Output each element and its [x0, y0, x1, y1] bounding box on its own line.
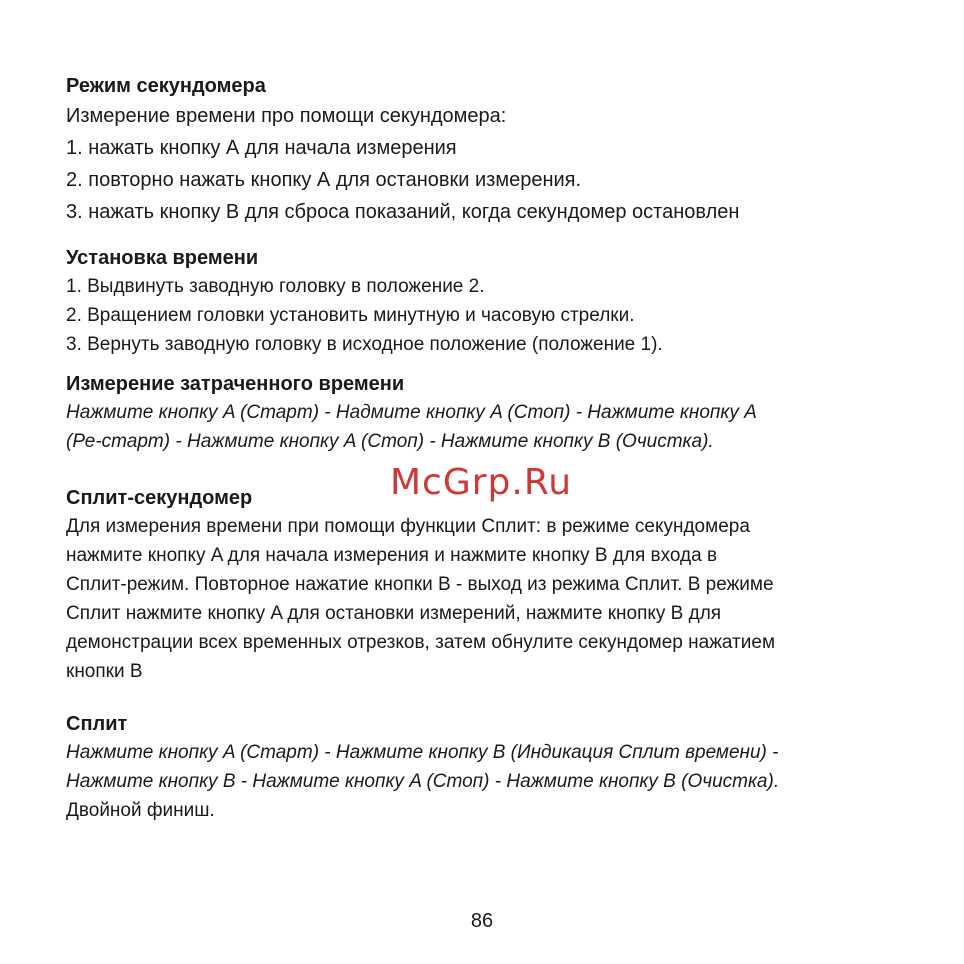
text-line: 1. нажать кнопку А для начала измерения	[66, 137, 457, 159]
text-line: (Ре-старт) - Нажмите кнопку A (Стоп) - Нажмите кнопку B (Очистка).	[66, 431, 714, 452]
section-elapsed-time	[66, 370, 757, 456]
section-heading: Сплит-секундомер	[66, 487, 253, 509]
text-line: Нажмите кнопку A (Старт) - Нажмите кнопку B (Индикация Сплит времени) -	[66, 742, 779, 763]
text-line: Сплит нажмите кнопку A для остановки измерений, нажмите кнопку B для	[66, 603, 722, 624]
section-split-stopwatch	[66, 484, 775, 686]
section-heading: Измерение затраченного времени	[66, 373, 405, 395]
section-heading: Установка времени	[66, 247, 259, 269]
text-line: 3. Вернуть заводную головку в исходное положение (положение 1).	[66, 334, 663, 355]
text-line: Нажмите кнопку B - Нажмите кнопку A (Стоп) - Нажмите кнопку B (Очистка).	[66, 771, 780, 792]
text-line: нажмите кнопку A для начала измерения и нажмите кнопку B для входа в	[66, 545, 718, 566]
text-line: Нажмите кнопку A (Старт) - Надмите кнопку A (Стоп) - Нажмите кнопку A	[66, 402, 757, 423]
text-line: 1. Выдвинуть заводную головку в положение 2.	[66, 276, 485, 297]
section-heading: Сплит	[66, 713, 128, 735]
text-line: демонстрации всех временных отрезков, затем обнулите секундомер нажатием	[66, 632, 776, 653]
section-stopwatch-mode	[66, 72, 739, 228]
text-line: 2. Вращением головки установить минутную и часовую стрелки.	[66, 305, 635, 326]
watermark: McGrp.Ru	[390, 462, 573, 503]
text-line: 3. нажать кнопку В для сброса показаний, когда секундомер остановлен	[66, 201, 740, 223]
section-heading: Режим секундомера	[66, 75, 266, 97]
text-line: Сплит-режим. Повторное нажатие кнопки B - выход из режима Сплит. В режиме	[66, 574, 774, 595]
section-time-setting	[66, 244, 663, 359]
section-split	[66, 710, 779, 825]
page-number: 86	[470, 910, 494, 932]
text-line: кнопки B	[66, 661, 143, 682]
text-line: 2. повторно нажать кнопку А для остановки измерения.	[66, 169, 582, 191]
text-line: Для измерения времени при помощи функции Сплит: в режиме секундомера	[66, 516, 750, 537]
text-line: Двойной финиш.	[66, 800, 215, 821]
text-line: Измерение времени про помощи секундомера:	[66, 105, 507, 127]
